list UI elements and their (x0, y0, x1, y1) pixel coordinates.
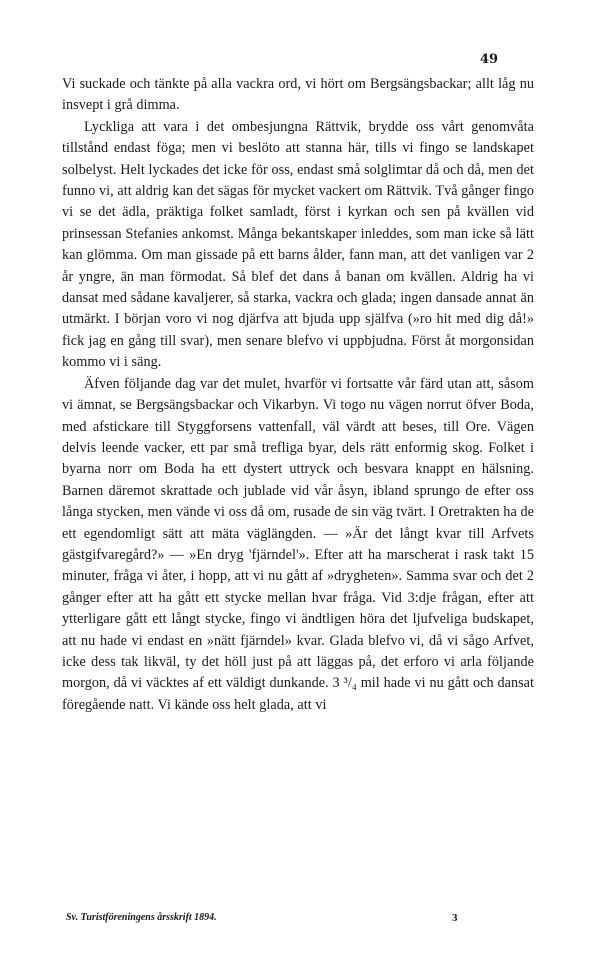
paragraph-3: Äfven följande dag var det mulet, hvarför vi fortsatte vår färd utan att, såsom vi ämnat, se Bergsängsbackar och Vikarbyn. Vi togo nu vägen norrut öfver Boda, med afstickare till Styggforsens vattenfall, väl värdt att beses, till Ore. Vägen delvis leende vacker, ett par små trefliga byar, dels rätt enformig skog. Folket i byarna norr om Boda ha ett dystert uttryck och besvara knappt en hälsning. Barnen däremot skrattade och jublade vid vår åsyn, ibland sprungo de efter oss långa stycken, men vände vi oss då om, rusade de sin väg tvärt. I Oretrakten ha de ett egendomligt sätt att mäta väglängden. — »Är det långt kvar till Arfvets gästgifvaregård?» — »En dryg 'fjärndel'». Efter att ha marscherat i rask takt 15 minuter, fråga vi åter, i hopp, att vi nu gått af »drygheten». Samma svar och det 2 gånger efter att ha gått ett stycke mellan hvar fråga. Vid 3:dje frågan, efter att ytterligare gått ett långt stycke, fingo vi ändtligen höra det ljufveliga budskapet, att nu hade vi endast en »nätt fjärndel» kvar. Glada blefvo vi, då vi sågo Arfvet, icke dess tak likväl, ty det höll just på att läggas på, det erforo vi arla följande morgon, då vi väcktes af ett väldigt dunkande. 3 ³/₄ mil hade vi nu gått och dansat föregående natt. Vi kände oss helt glada, att vi (62, 375, 534, 713)
body-text (62, 74, 534, 716)
footer-source: Sv. Turistföreningens årsskrift 1894. (66, 912, 217, 923)
paragraph-2: Lyckliga att vara i det ombesjungna Rättvik, brydde oss vårt genomvåta tillstånd endast föga; men vi beslöto att stanna här, tills vi fingo se landskapet solbelyst. Helt lyckades det icke för oss, endast små solglimtar då och då, men det funno vi, att aldrig kan det sägas för mycket vackert om Rättvik. Två gånger fingo vi se det ädla, präktiga folket samladt, först i kyrkan och sen på kvällen vid prinsessan Stefanies ankomst. Många bekantskaper inleddes, som man icke så lätt kan glömma. Om man gissade på ett barns ålder, fann man, att det vanligen var 2 år yngre, än man förmodat. Så blef det dans å banan om kvällen. Aldrig ha vi dansat med sådane kavaljerer, så starka, vackra och glada; ingen dansade annat än utmärkt. I början voro vi nog djärfva att bjuda upp själfva (»ro hit med dig då!» fick jag en gång till svar), men senare blefvo vi uppbjudna. Först åt morgonsidan kommo vi i säng. (62, 118, 534, 371)
footer-signature: 3 (452, 912, 458, 924)
paragraph-1: Vi suckade och tänkte på alla vackra ord, vi hört om Bergsängsbackar; allt låg nu insvept i grå dimma. (62, 76, 534, 114)
page-number: 49 (480, 52, 499, 67)
